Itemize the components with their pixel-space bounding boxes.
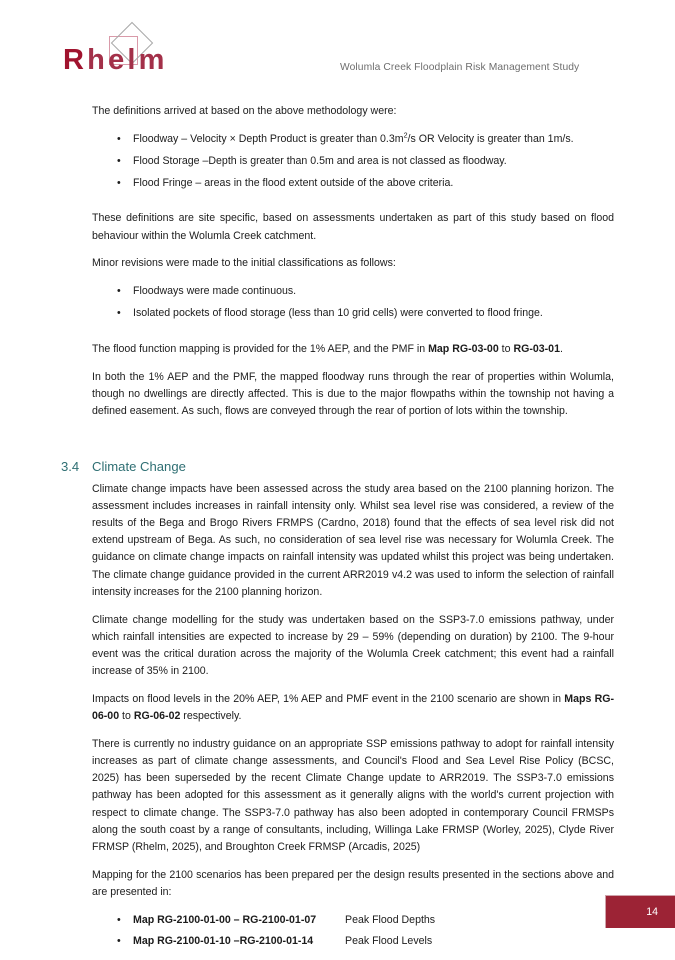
map-id: Map RG-2100-01-10 –RG-2100-01-14 <box>133 935 314 948</box>
paragraph-both-aep-pmf: In both the 1% AEP and the PMF, the mapped floodway runs through the rear of properties within Wolumla, though no dwellings are directly affected. This is due to the major flowpaths within the township not having a defined easement. As such, flows are conveyed through the rear of portion of lots within the township. <box>92 370 614 417</box>
bullet-dot-icon: • <box>117 132 121 145</box>
paragraph-intro-definitions: The definitions arrived at based on the above methodology were: <box>92 105 397 117</box>
logo-wordmark <box>63 46 168 75</box>
map-description: Peak Flood Levels <box>345 935 433 948</box>
paragraph-site-specific: These definitions are site specific, based on assessments undertaken as part of this study based on flood behaviour within the Wolumla Creek catchment. <box>92 212 614 242</box>
spacer <box>0 332 675 341</box>
paragraph-mapping-2100: Mapping for the 2100 scenarios has been prepared per the design results presented in the sections above and are presented in: <box>92 868 614 898</box>
list-item <box>0 153 675 169</box>
text-pre: The flood function mapping is provided for the 1% AEP, and the PMF in <box>92 342 429 355</box>
map-id: Map RG-2100-01-00 – RG-2100-01-07 <box>133 913 317 926</box>
map-reference-1: Map RG-03-00 <box>428 342 499 355</box>
text-mid: to <box>119 710 134 723</box>
paragraph-climate-modelling: Climate change modelling for the study was undertaken based on the SSP3-7.0 emissions pathway, under which rainfall intensities are expected to increase by 29 – 59% (depending on duration) by 2100. The 9-hour event was the critical duration across the majority of the Wolumla Creek catchment; this event had a rainfall increase of 35% in 2100. <box>92 613 614 678</box>
superscript-exponent: 2 <box>403 131 408 140</box>
logo-letter-r: R <box>63 44 88 76</box>
paragraph-flood-function-mapping <box>0 341 675 358</box>
list-item <box>0 305 675 321</box>
bullet-dot-icon: • <box>117 913 121 926</box>
definition-bullet-list <box>0 131 675 191</box>
spacer <box>0 201 675 210</box>
list-item <box>0 283 675 299</box>
list-item <box>0 131 675 147</box>
bullet-text: Isolated pockets of flood storage (less than 10 grid cells) were converted to flood fringe. <box>133 306 543 319</box>
logo-letters-helm: helm <box>87 44 168 76</box>
bullet-text: Flood Fringe – areas in the flood extent outside of the above criteria. <box>133 176 454 189</box>
page-number: 14 <box>646 906 658 918</box>
section-title: Climate Change <box>92 458 186 474</box>
maps-reference-1: Maps RG-06-00 <box>92 692 614 723</box>
text-post: respectively. <box>180 710 242 723</box>
list-item <box>0 912 675 928</box>
maps-reference-2: RG-06-02 <box>133 710 181 723</box>
paragraph-minor-revisions: Minor revisions were made to the initial classifications as follows: <box>92 257 396 270</box>
bullet-dot-icon: • <box>117 306 121 319</box>
spacer <box>0 431 675 439</box>
bullet-text: Floodways were made continuous. <box>133 285 297 298</box>
revision-bullet-list <box>0 283 675 321</box>
list-item <box>0 175 675 191</box>
list-item <box>0 933 675 949</box>
bullet-dot-icon: • <box>117 285 121 298</box>
page-header <box>0 0 675 92</box>
paragraph-climate-impacts: Climate change impacts have been assessed across the study area based on the 2100 planning horizon. The assessment includes increases in rainfall intensity only. Whilst sea level rise was considered, a review of the results of the Bega and Brogo Rivers FRMPS (Cardno, 2018) found that the effects of sea level risk did not extend upstream of Bega. As such, no consideration of sea level rise was necessary for Wolumla Creek. The guidance on climate change impacts on rainfall intensity was updated whilst this project was being undertaken. The climate change guidance provided in the current ARR2019 v4.2 was used to inform the selection of rainfall intensity increases for the 2100 planning horizon. <box>92 482 614 598</box>
header-document-title: Wolumla Creek Floodplain Risk Management Study <box>340 62 580 73</box>
text-mid: to <box>498 342 514 355</box>
bullet-text-post: /s OR Velocity is greater than 1m/s. <box>407 132 574 145</box>
map-reference-2: RG-03-01 <box>513 342 560 355</box>
text-post: . <box>559 342 563 355</box>
bullet-text-pre: Floodway – Velocity × Depth Product is greater than 0.3m <box>133 132 404 145</box>
page-content <box>0 103 675 960</box>
section-number: 3.4 <box>61 458 80 474</box>
bullet-text: Flood Storage –Depth is greater than 0.5m and area is not classed as floodway. <box>133 154 507 167</box>
bullet-dot-icon: • <box>117 935 121 948</box>
footer-page-number-box <box>605 895 675 928</box>
bullet-dot-icon: • <box>117 154 121 167</box>
bullet-dot-icon: • <box>117 176 121 189</box>
rhelm-logo <box>63 22 253 84</box>
paragraph-flood-level-impacts <box>0 691 675 725</box>
map-bullet-list <box>0 912 675 950</box>
text-pre: Impacts on flood levels in the 20% AEP, 1% AEP and PMF event in the 2100 scenario are shown in <box>92 692 565 705</box>
section-heading-climate-change <box>0 458 675 475</box>
map-description: Peak Flood Depths <box>345 913 436 926</box>
paragraph-no-industry-guidance: There is currently no industry guidance on an appropriate SSP emissions pathway to adopt for rainfall intensity increases as part of climate change assessments, and Council's Flood and Sea Level Rise Policy (BCSC, 2025) has been superseded by the recent Climate Change update to ARR2019. The SSP3-7.0 emissions pathway has been adopted for this assessment as it generally aligns with the world's current projection with respect to climate change. The SSP3-7.0 pathway has also been adopted in contemporary Council FRMSPs along the south coast by a range of consultants, including, Willinga Lake FRMSP (Worley, 2025), Clyde River FRMSP (Rhelm, 2025), and Broughton Creek FRMSP (Arcadis, 2025) <box>92 737 614 854</box>
